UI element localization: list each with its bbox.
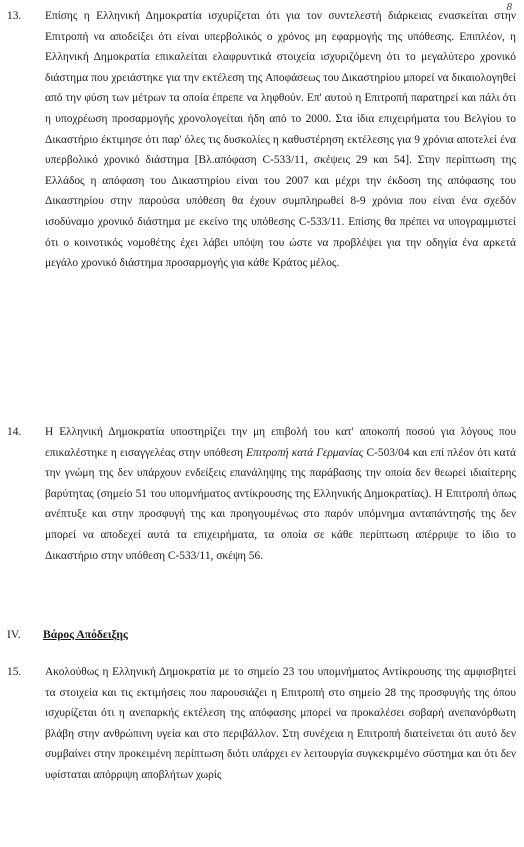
paragraph-number: 13. — [7, 10, 22, 22]
text-run: C-503/04 και επί πλέον ότι κατά την γνώμη της δεν υπάρχουν ενδείξεις επανάληψης της παράβασης την οποία δεν θεωρεί ιδιαίτερης βαρύτητας (σημείο 51 του υπομνήματος αντίκρουσης της Ελληνικής Δημοκρατίας). Η Επιτροπή όπως ανέπτυξε και στην προσφυγή της και προηγουμένως στο παρόν υπόμνημα ανταπάντησής της δεν μπορεί να αποδεχεί αυτά τα επιχειρήματα, τα οποία σε κάθε περίπτωση απέρριψε το ίδιο το Δικαστήριο στην υπόθεση C-533/11, σκέψη 56. — [45, 446, 517, 562]
section-title: Βάρος Απόδειξης — [43, 628, 128, 641]
paragraph-13 — [7, 6, 516, 274]
paragraph-body — [45, 422, 516, 566]
italic-text: Επιτροπή κατά Γερμανίας — [246, 446, 364, 459]
page-number: 8 — [506, 1, 512, 13]
paragraph-body — [45, 6, 516, 274]
text-run: Ακολούθως η Ελληνική Δημοκρατία με το σημείο 23 του υπομνήματος Αντίκρουσης της αμφισβητεί τα στοιχεία και τις εκτιμήσεις που παρουσιάζει η Επιτροπή στο σημείο 28 της προσφυγής της όπου ισχυρίζεται ότι η ανεπαρκής εκτέλεση της απόφασης μπορεί να προκαλέσει σοβαρή ανεπανόρθωτη βλάβη στην ανθρώπινη υγεία και στο περιβάλλον. Στη συνέχεια η Επιτροπή διατείνεται ότι αυτό δεν συμβαίνει στην προκειμένη περίπτωση διότι υπάρχει εν λειτουργία συγκεκριμένο σύστημα και ότι δεν υφίσταται απόρριψη αποβλήτων χωρίς — [45, 666, 516, 781]
paragraph-number: 15. — [7, 666, 22, 678]
section-number: IV. — [7, 628, 21, 641]
paragraph-14 — [7, 422, 516, 566]
paragraph-number: 14. — [7, 426, 22, 438]
paragraph-body — [45, 662, 516, 786]
text-run: Η Ελληνική Δημοκρατία υποστηρίζει την μη επιβολή του κατ' αποκοπή ποσού για λόγους που επικαλέστηκε η εισαγγελέας στην υπόθεση — [45, 426, 516, 459]
text-run: Επίσης η Ελληνική Δημοκρατία ισχυρίζεται ότι για τον συντελεστή διάρκειας ενασκείται στην Επιτροπή να αποδείξει ότι είναι υπερβολικός ο χρόνος μη εφαρμογής της υπόθεσης. Επιπλέον, η Ελληνική Δημοκρατία επικαλείται ελαφρυντικά στοιχεία ισχυριζόμενη ότι το μεγαλύτερο χρονικό διάστημα που χρειάστηκε για την εκτέλεση της Αποφάσεως του Δικαστηρίου μπορεί να δικαιολογηθεί από την φύση των μέτρων τα οποία έπρεπε να ληφθούν. Επ' αυτού η Επιτροπή παρατηρεί και πάλι ότι η υποχρέωση προσαρμογής χρονολογείται ήδη από το 2000. Στα ίδια επιχειρήματα του Βελγίου το Δικαστήριο έκτιμησε ότι παρ' όλες τις δυσκολίες η καθυστέρηση εκτέλεσης για 9 χρόνια αποτελεί ένα υπερβολικό χρονικό διάστημα [Βλ.απόφαση C-533/11, σκέψεις 29 και 54]. Στην περίπτωση της Ελλάδος η απόφαση του Δικαστηρίου είναι του 2007 και μέχρι την έκδοση της απόφασης του Δικαστηρίου στην παρούσα υπόθεση θα έχουν συμπληρωθεί 8-9 χρόνια που είναι ένα σχεδόν ισοδύναμο χρονικό διάστημα με εκείνο της υπόθεσης C-533/11. Επίσης θα πρέπει να υπογραμμιστεί ότι ο κοινοτικός νομοθέτης έχει λάβει υπόψη του ώστε να προβλέψει για την οδηγία ένα αρκετά μεγάλο χρονικό διάστημα προσαρμογής για κάθε Κράτος μέλος. — [45, 10, 516, 270]
paragraph-15 — [7, 662, 516, 786]
section-heading — [7, 628, 128, 641]
